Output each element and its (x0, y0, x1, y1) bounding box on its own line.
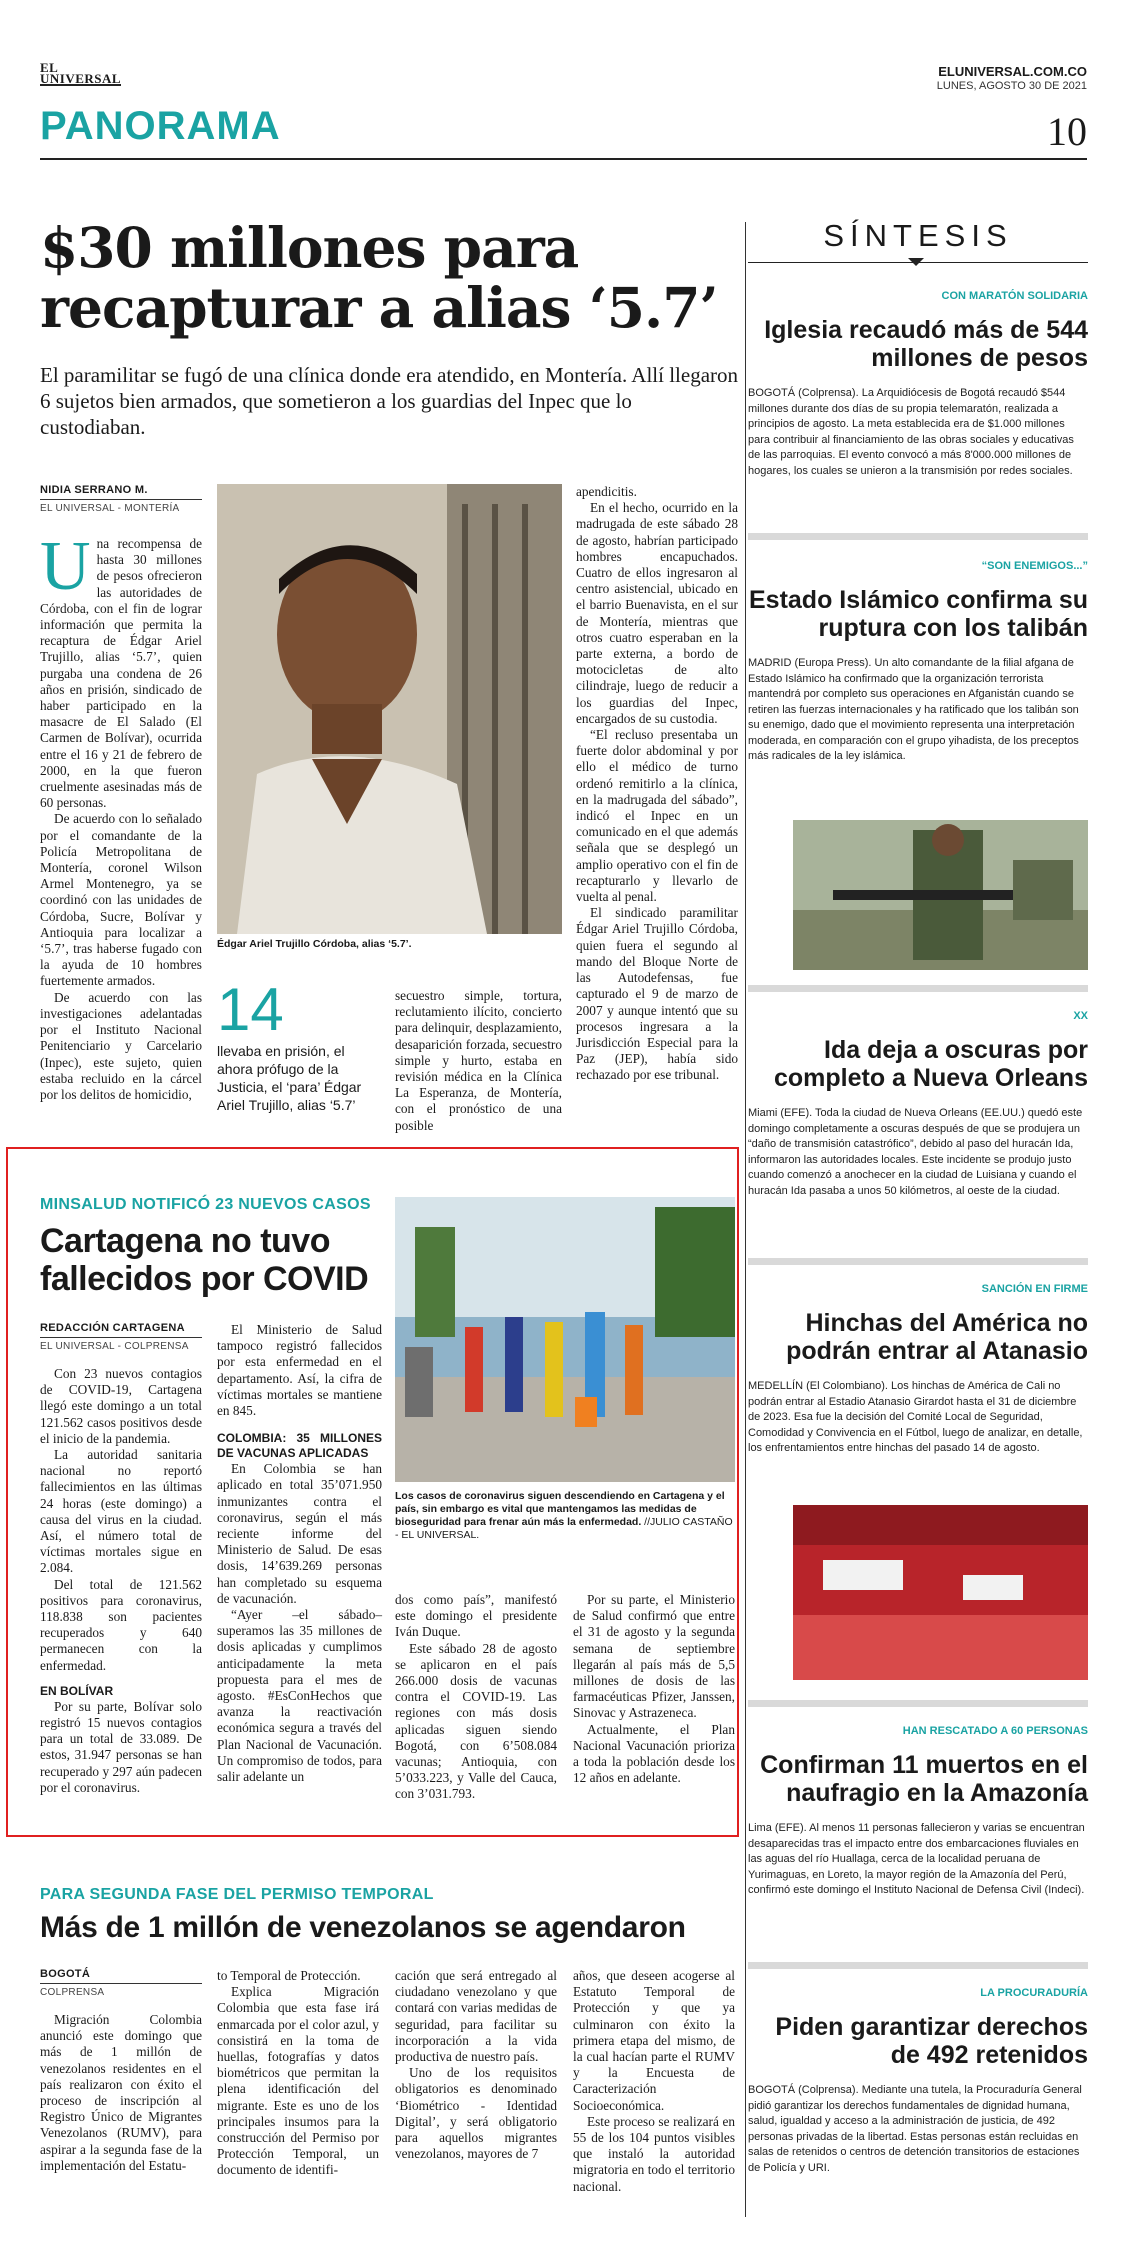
street-scene-illustration (395, 1197, 735, 1482)
covid-byline-name: REDACCIÓN CARTAGENA (40, 1322, 185, 1334)
sintesis-separator (748, 1962, 1088, 1969)
sintesis-notch-icon (908, 258, 924, 266)
sintesis-kicker: XX (1073, 1010, 1088, 1022)
venez-kicker: PARA SEGUNDA FASE DEL PERMISO TEMPORAL (40, 1886, 434, 1903)
sintesis-headline: Confirman 11 muertos en el naufragio en la Amazonía (760, 1751, 1088, 1807)
sintesis-kicker: CON MARATÓN SOLIDARIA (941, 290, 1088, 302)
sintesis-headline: Piden garantizar derechos de 492 retenidos (775, 2013, 1088, 2069)
covid-photo-caption (395, 1490, 735, 1542)
covid-paragraph: Con 23 nuevos contagios de COVID-19, Cartagena llegó este domingo a un total 121.562 casos positivos desde el inicio de la pandemia. (40, 1366, 202, 1446)
lead-deck: El paramilitar se fugó de una clínica donde era atendido, en Montería. Allí llegaron 6 sujetos bien armados, que sometieron a los guardias del Inpec que lo custodiaban. (40, 363, 739, 439)
sintesis-headline: Estado Islámico confirma su ruptura con los talibán (749, 586, 1088, 642)
lead-paragraph-4: apendicitis. (576, 484, 637, 499)
portrait-illustration (217, 484, 562, 934)
covid-subhead: EN BOLÍVAR (40, 1683, 114, 1698)
lead-paragraph-1: na recompensa de hasta 30 millones de pesos ofrecieron las autoridades de Córdoba, con el fin de lograr información que permita la recaptura de Édgar Ariel Trujillo, alias ‘5.7’, quien purgaba una condena de 26 años en prisión, sindicado de haber participado en la masacre de El Salado (El Carmen de Bolívar), ocurrida entre el 16 y 21 de febrero de 2000, en la que fueron cruelmente asesinadas más de 60 personas. (40, 536, 202, 811)
lead-column-3: secuestro simple, tortura, reclutamiento ilícito, concierto para delinquir, desplazamiento, desaparición forzada, secuestro simple y hurto, estaba en revisión médica en la Clínica La Esperanza, de Montería, con el pronóstico de una posible (395, 988, 562, 1133)
lead-headline: $30 millones para recapturar a alias ‘5.7’ (40, 215, 718, 340)
lead-paragraph-6: “El recluso presentaba un fuerte dolor abdominal y por ello el médico de turno ordenó remitirlo a la clínica, en la madrugada del sábado”, indicó el Inpec en un comunicado en el que además señala que se desplegó un amplio operativo con el fin de recapturarlo y llevarlo de vuelta al penal. (576, 727, 738, 905)
covid-photo (395, 1197, 735, 1482)
stat-callout (217, 976, 377, 1114)
sintesis-headline: Hinchas del América no podrán entrar al Atanasio (786, 1309, 1088, 1365)
sintesis-body: MEDELLÍN (El Colombiano). Los hinchas de América de Cali no podrán entrar al Estadio Atanasio Girardot hasta el 31 de diciembre de 2023. Esa fue la decisión del Comité Local de Seguridad, Comodidad y Convivencia en el Fútbol, luego de analizar, en detalle, los enfrentamientos entre hinchas del pasado 14 de agosto. (748, 1380, 1083, 1454)
byline-org: EL UNIVERSAL - MONTERÍA (40, 503, 180, 514)
covid-paragraph: dos como país”, manifestó este domingo el presidente Iván Duque. (395, 1592, 557, 1640)
sintesis-kicker: “SON ENEMIGOS...” (981, 560, 1088, 572)
sintesis-body: BOGOTÁ (Colprensa). La Arquidiócesis de Bogotá recaudó $544 millones durante dos días de su propia telemaratón, realizada a principios de agosto. La meta establecida era de $1.000 millones para contribuir al financiamiento de las obras sociales y educativas de las parroquias. El evento convocó a más 8'000.000 millones de hogares, los cuales se unieron a la transmisión por redes sociales. (748, 387, 1074, 477)
caption-text: Los casos de coronavirus siguen descendiendo en Cartagena y el país, sin embargo es vital que mantengamos las medidas de bioseguridad para frenar aún más la enfermedad. (395, 1490, 725, 1528)
covid-byline-org: EL UNIVERSAL - COLPRENSA (40, 1341, 189, 1352)
sintesis-item (748, 560, 1088, 765)
photo-credit: //JULIO CASTAÑO - EL UNIVERSAL. (395, 1516, 733, 1541)
lead-paragraph-5: En el hecho, ocurrido en la madrugada de este sábado 28 de agosto, habrían participado hombres encapuchados. Cuatro de ellos ingresaron al centro asistencial, ubicado en el barrio Buenavista, en el sur de Montería, mientras que otros cuatro esperaban en la parte externa, a bordo de motocicletas de alto cilindraje, luego de reducir a los guardias del Inpec, encargados de su custodia. (576, 500, 738, 726)
lead-paragraph-7: El sindicado paramilitar Édgar Ariel Trujillo Córdoba, quien fuera el segundo al mando del Bloque Norte de las Autodefensas, fue capturado el 9 de marzo de 2007 y aunque intentó que su procesos ingresara a la Jurisdicción Especial para la Paz (JEP), había sido rechazado por ese tribunal. (576, 905, 738, 1083)
covid-kicker: MINSALUD NOTIFICÓ 23 NUEVOS CASOS (40, 1196, 371, 1213)
covid-paragraph: Del total de 121.562 positivos para coronavirus, 118.838 son pacientes recuperados y 640 permanecen con la enfermedad. (40, 1576, 202, 1673)
sintesis-item (748, 1725, 1088, 1899)
covid-column-3 (395, 1592, 557, 1803)
sintesis-separator (748, 985, 1088, 992)
sintesis-separator (748, 1700, 1088, 1707)
lead-paragraph-2: De acuerdo con lo señalado por el comandante de la Policía Metropolitana de Montería, coronel Wilson Armel Montenegro, ya se coordinó con las unidades de Córdoba, Sucre, Bolívar y Antioquia para localizar a ‘5.7’, tras haberse fugado con la ayuda de 10 hombres fuertemente armados. (40, 811, 202, 989)
sintesis-body: BOGOTÁ (Colprensa). Mediante una tutela, la Procuraduría General pidió garantizar los derechos fundamentales de dignidad humana, salud, igualdad y acceso a la administración de justicia, de 492 personas privadas de la libertad. Estas personas están recluidas en salas de retenidos o centros de detención transitorios de estaciones de Policía y URI. (748, 2084, 1082, 2174)
covid-paragraph: El Ministerio de Salud tampoco registró fallecidos por esta enfermedad en el departamento. Así, la cifra de víctimas mortales se mantiene en 845. (217, 1322, 382, 1419)
venez-column-3 (395, 1968, 557, 2162)
venez-byline-rule (40, 1983, 202, 1984)
sintesis-item (748, 1987, 1088, 2176)
sintesis-item (748, 290, 1088, 479)
sintesis-headline: Iglesia recaudó más de 544 millones de pesos (764, 316, 1088, 372)
section-title: PANORAMA (40, 104, 281, 148)
site-url[interactable]: ELUNIVERSAL.COM.CO (938, 64, 1087, 79)
sintesis-body: Miami (EFE). Toda la ciudad de Nueva Orleans (EE.UU.) quedó este domingo completamente a oscuras después de que se produjera un “daño de transmisión catastrófico”, debido al paso del huracán Ida, informaron las autoridades locales. Este incidente se produjo justo cuando comenzó a anochecer en la ciudad de Luisiana y cuando el huracán Ida pasaba a unos 50 kilómetros, al oeste de la ciudad. (748, 1107, 1083, 1197)
covid-column-1 (40, 1322, 202, 1796)
sintesis-kicker: LA PROCURADURÍA (980, 1987, 1088, 1999)
sintesis-item (748, 1010, 1088, 1199)
sintesis-body: Lima (EFE). Al menos 11 personas fallecieron y varias se encuentran desaparecidas tras el impacto entre dos embarcaciones fluviales en las aguas del río Huallaga, cerca de la localidad peruana de Yurimaguas, en Loreto, la mayor región de la Amazonía del Perú, confirmó este domingo el Instituto Nacional de Defensa Civil (Indeci). (748, 1822, 1085, 1896)
venez-byline-name: BOGOTÁ (40, 1968, 91, 1980)
issue-date: LUNES, AGOSTO 30 DE 2021 (936, 80, 1087, 92)
venez-headline: Más de 1 millón de venezolanos se agendaron (40, 1911, 686, 1944)
venez-paragraph: to Temporal de Protección. (217, 1968, 361, 1983)
sintesis-kicker: HAN RESCATADO A 60 PERSONAS (902, 1725, 1088, 1737)
covid-paragraph: “Ayer –el sábado– superamos las 35 millones de dosis aplicadas y cumplimos anticipadamente la meta propuesta para el mes de agosto. #EsConHechos que avanza la reactivación económica segura a través del Plan Nacional de Vacunación. Un compromiso de todos, para salir adelante un (217, 1607, 382, 1785)
newspaper-logo: EL UNIVERSAL (40, 60, 122, 86)
header-rule (40, 158, 1087, 160)
stat-number: 14 (217, 976, 284, 1043)
venez-paragraph: Este proceso se realizará en 55 de los 104 puntos visibles que instaló la autoridad migratoria en todo el territorio nacional. (573, 2113, 735, 2194)
sintesis-separator (748, 1258, 1088, 1265)
soldier-illustration (793, 820, 1088, 970)
sintesis-body: MADRID (Europa Press). Un alto comandante de la filial afgana de Estado Islámico ha confirmado que la organización terrorista mantendrá por completo sus operaciones en Afganistán cuando se retiren las fuerzas internacionales y ha ratificado que los talibán son su enemigo, dado que el movimiento representa una interpretación moderada, en comparación con el grupo yihadista, de los preceptos más radicales de la ley islámica. (748, 657, 1079, 762)
sintesis-photo-fans (793, 1505, 1088, 1680)
venez-paragraph: Explica Migración Colombia que esta fase irá enmarcada por el color azul, y consistirá en la toma de huellas, fotografías y datos biométricos que permitan la plena identificación del migrante. Este es uno de los principales insumos para la construcción del Permiso por Protección Temporal, un documento de identifi- (217, 1984, 379, 2178)
sintesis-headline: Ida deja a oscuras por completo a Nueva Orleans (773, 1036, 1088, 1092)
covid-paragraph: Por su parte, el Ministerio de Salud confirmó que entre el 31 de agosto y la segunda semana de septiembre llegarán al país más de 5,5 millones de dosis de las farmacéuticas Pfizer, Janssen, Sinovac y Astrazeneca. (573, 1592, 735, 1721)
lead-column-1 (40, 484, 202, 1103)
sintesis-title: SÍNTESIS (823, 218, 1013, 253)
page-number: 10 (1047, 109, 1087, 154)
covid-subhead: COLOMBIA: 35 MILLONES DE VACUNAS APLICADAS (217, 1431, 382, 1461)
venez-byline-org: COLPRENSA (40, 1987, 105, 1998)
covid-paragraph: Actualmente, el Plan Nacional Vacunación prioriza a toda la población desde los 12 años en adelante. (573, 1721, 735, 1786)
venez-paragraph: Migración Colombia anunció este domingo que más de 1 millón de venezolanos residentes en el país realizaron con éxito el proceso de inscripción al Registro Único de Migrantes Venezolanos (RUMV), para aspirar a la segunda fase de la implementación del Estatu- (40, 2012, 202, 2173)
venez-paragraph: años, que deseen acogerse al Estatuto Temporal de Protección y que ya culminaron con éxito la primera etapa del mismo, de la cual hacían parte el RUMV y la Encuesta de Caracterización Socioeconómica. (573, 1968, 735, 2113)
venez-paragraph: cación que será entregado al ciudadano venezolano y que contará con varias medidas de seguridad, para facilitar su incorporación a la vida productiva de nuestro país. (395, 1968, 557, 2065)
venez-paragraph: Uno de los requisitos obligatorios es denominado ‘Biométrico - Identidad Digital’, y será obligatorio para aquellos migrantes venezolanos, mayores de 7 (395, 2065, 557, 2162)
venez-column-2 (217, 1968, 379, 2179)
covid-byline-rule (40, 1337, 202, 1338)
covid-column-4 (573, 1592, 735, 1786)
column-divider (745, 222, 746, 2217)
covid-paragraph: Por su parte, Bolívar solo registró 15 nuevos contagios para un total de 33.089. De estos, 31.947 personas se han recuperado y 297 aún padecen por el coronavirus. (40, 1698, 202, 1795)
stat-text: llevaba en prisión, el ahora prófugo de la Justicia, el ‘para’ Édgar Ariel Trujillo, alias ‘5.7’ (217, 1043, 362, 1113)
byline-name: NIDIA SERRANO M. (40, 484, 148, 496)
covid-headline: Cartagena no tuvo fallecidos por COVID (40, 1222, 369, 1298)
lead-column-4 (576, 484, 738, 1084)
stadium-crowd-illustration (793, 1505, 1088, 1680)
byline-rule (40, 499, 202, 500)
sintesis-photo-soldier (793, 820, 1088, 970)
lead-paragraph-3: De acuerdo con las investigaciones adelantadas por el Instituto Nacional Penitenciario y Carcelario (Inpec), este sujeto, quien estaba recluido en la cárcel por los delitos de homicidio, (40, 989, 202, 1102)
sintesis-kicker: SANCIÓN EN FIRME (981, 1283, 1088, 1295)
covid-column-2 (217, 1322, 382, 1785)
covid-paragraph: Este sábado 28 de agosto se aplicaron en el país 266.000 dosis de vacunas contra el COVID-19. Las regiones con más dosis aplicadas siguen siendo Bogotá, con 6’508.084 vacunas; Antioquia, con 5’033.223, y Valle del Cauca, con 3’031.793. (395, 1640, 557, 1802)
venez-column-1 (40, 1968, 202, 2174)
sintesis-separator (748, 533, 1088, 540)
lead-photo (217, 484, 562, 934)
venez-column-4 (573, 1968, 735, 2195)
covid-paragraph: En Colombia se han aplicado en total 35’071.950 inmunizantes contra el coronavirus, según el más reciente informe del Ministerio de Salud. De esas dosis, 14’639.269 personas han completado su esquema de vacunación. (217, 1461, 382, 1606)
lead-photo-caption: Édgar Ariel Trujillo Córdoba, alias ‘5.7’. (217, 938, 412, 950)
dropcap: U (40, 528, 91, 605)
covid-paragraph: La autoridad sanitaria nacional no reportó fallecimientos en las últimas 24 horas (este domingo) a causa del virus en la ciudad. Así, el número total de víctimas mortales sigue en 2.084. (40, 1447, 202, 1576)
sintesis-item (748, 1283, 1088, 1457)
